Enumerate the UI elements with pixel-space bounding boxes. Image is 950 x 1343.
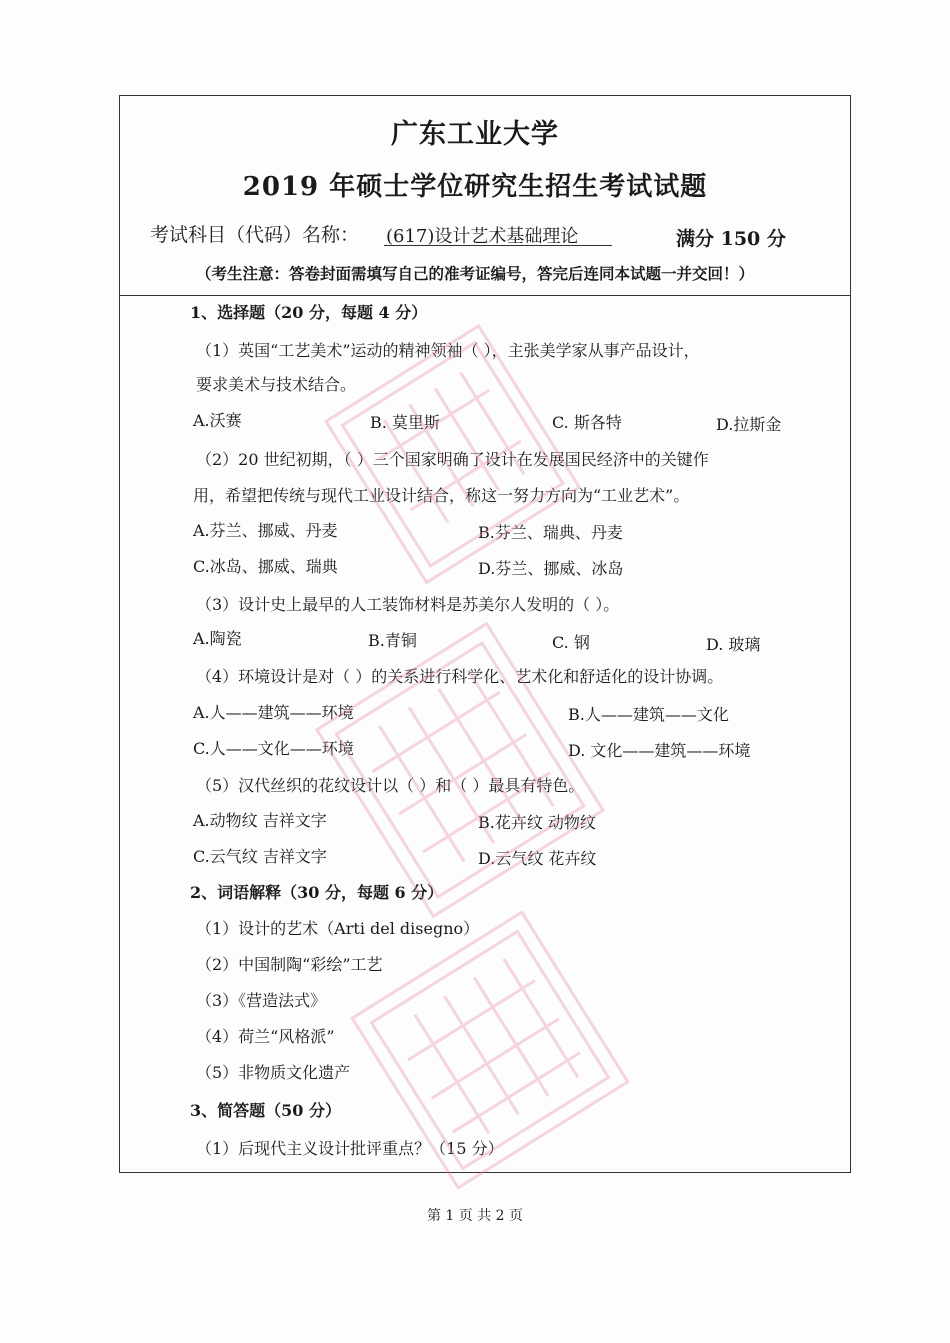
term-item: （2）中国制陶“彩绘”工艺 (196, 955, 383, 974)
q4-option-b: B.人——建筑——文化 (568, 705, 729, 724)
q5-option-d: D.云气纹 花卉纹 (478, 849, 597, 868)
q1-option-b: B. 莫里斯 (370, 413, 440, 432)
full-score: 满分 150 分 (676, 228, 786, 250)
q3-option-c: C. 钢 (552, 633, 590, 652)
q3-text: （3）设计史上最早的人工装饰材料是苏美尔人发明的（ ）。 (196, 595, 620, 614)
q2-option-b: B.芬兰、瑞典、丹麦 (478, 523, 623, 542)
section1-heading: 1、选择题（20 分，每题 4 分） (190, 303, 428, 322)
q2-text-line2: 用，希望把传统与现代工业设计结合，称这一努力方向为“工业艺术”。 (193, 486, 690, 505)
q1-option-a: A.沃赛 (193, 411, 242, 430)
subject-value: (617)设计艺术基础理论 (386, 226, 579, 247)
q4-option-c: C.人——文化——环境 (193, 739, 354, 758)
q4-text: （4）环境设计是对（ ）的关系进行科学化、艺术化和舒适化的设计协调。 (196, 667, 724, 686)
q4-option-a: A.人——建筑——环境 (193, 703, 354, 722)
q1-text-line2: 要求美术与技术结合。 (196, 375, 357, 394)
q1-option-c: C. 斯各特 (552, 413, 622, 432)
candidate-notice: （考生注意：答卷封面需填写自己的准考证编号，答完后连同本试题一并交回！） (195, 265, 754, 283)
term-item: （1）设计的艺术（Arti del disegno） (196, 919, 480, 938)
exam-title: 2019 年硕士学位研究生招生考试试题 (242, 172, 708, 202)
term-item: （5）非物质文化遗产 (196, 1063, 351, 1082)
q4-option-d: D. 文化——建筑——环境 (568, 741, 751, 760)
q5-option-c: C.云气纹 吉祥文字 (193, 847, 327, 866)
term-item: （4）荷兰“风格派” (196, 1027, 335, 1046)
subject-underline (384, 245, 612, 246)
section2-heading: 2、词语解释（30 分，每题 6 分） (190, 883, 444, 902)
header-divider (119, 295, 851, 296)
q1-text-line1: （1）英国“工艺美术”运动的精神领袖（ ），主张美学家从事产品设计， (196, 341, 700, 360)
short-answer-item: （1）后现代主义设计批评重点？（15 分） (196, 1139, 504, 1158)
q3-option-a: A.陶瓷 (193, 629, 242, 648)
q2-option-a: A.芬兰、挪威、丹麦 (193, 521, 338, 540)
q1-option-d: D.拉斯金 (716, 415, 782, 434)
q5-text: （5）汉代丝织的花纹设计以（ ）和（ ）最具有特色。 (196, 776, 585, 795)
q3-option-d: D. 玻璃 (706, 635, 761, 654)
term-item: （3）《营造法式》 (196, 991, 327, 1010)
q5-option-b: B.花卉纹 动物纹 (478, 813, 596, 832)
page-number: 第 1 页 共 2 页 (426, 1208, 524, 1224)
q2-option-d: D.芬兰、挪威、冰岛 (478, 559, 624, 578)
q2-option-c: C.冰岛、挪威、瑞典 (193, 557, 338, 576)
q3-option-b: B.青铜 (368, 631, 417, 650)
university-title: 广东工业大学 (391, 119, 559, 150)
section3-heading: 3、简答题（50 分） (190, 1101, 341, 1120)
q2-text-line1: （2）20 世纪初期，（ ）三个国家明确了设计在发展国民经济中的关键作 (196, 450, 709, 469)
q5-option-a: A.动物纹 吉祥文字 (193, 811, 327, 830)
subject-label: 考试科目（代码）名称： (150, 224, 360, 246)
